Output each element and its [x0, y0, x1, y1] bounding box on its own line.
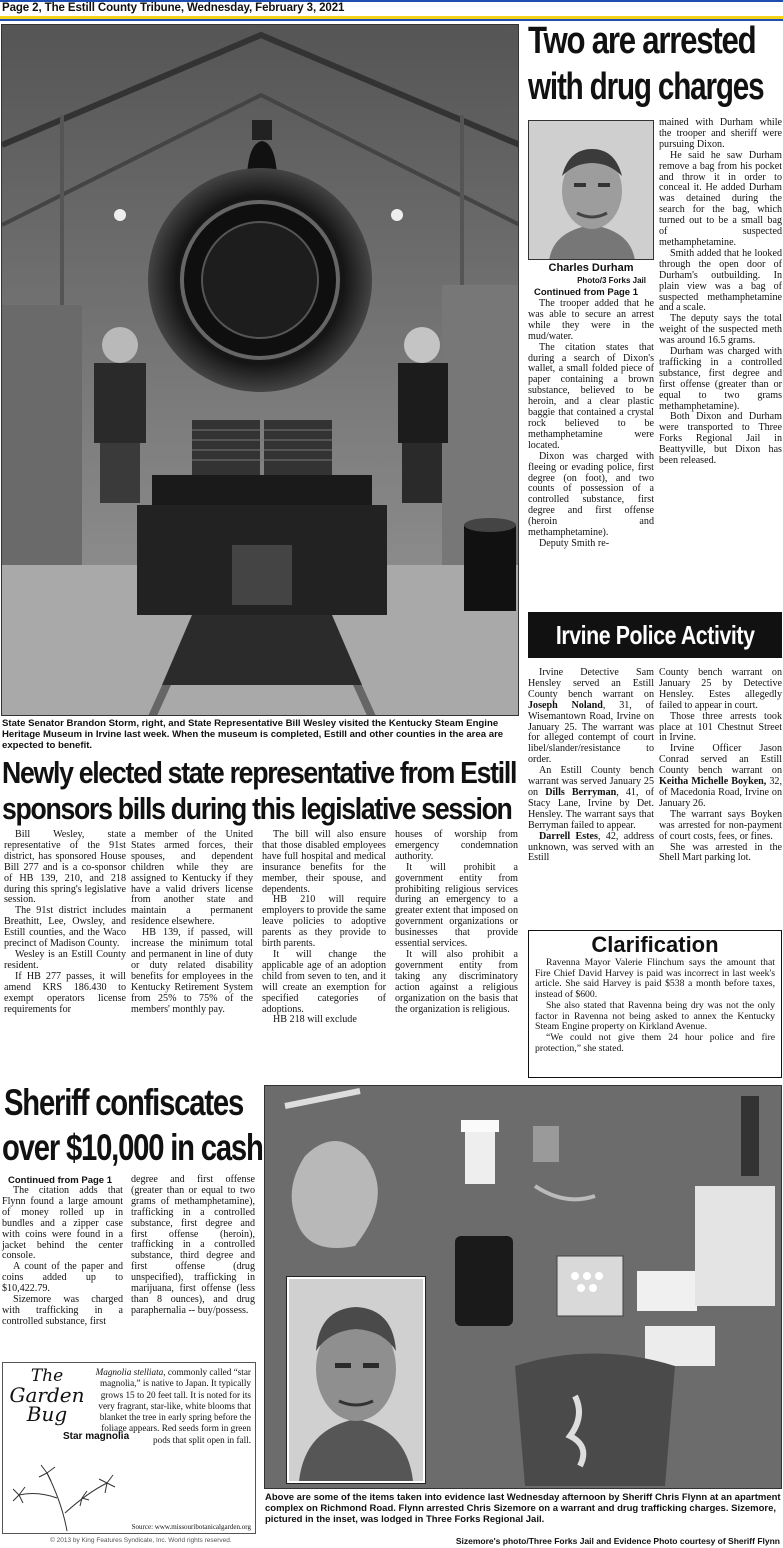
arrest-col2-p6: Both Dixon and Durham were transported to Three Forks Regional Jail in Beattyville, but Dixon has been released. — [659, 411, 782, 467]
police-col2-p3-text: Irvine Officer Jason Conrad served an Estill County bench warrant on — [659, 743, 782, 777]
bills-col4-p2: It will prohibit a government entity from prohibiting religious services during an emergency to a greater extent that imposed on government organizations or businesses that provide essential services. — [395, 861, 518, 950]
police-banner — [528, 612, 782, 658]
sheriff-col1-p3: Sizemore was charged with trafficking in a controlled substance, first — [2, 1294, 123, 1327]
page-folio: Page 2, The Estill County Tribune, Wednesday, February 3, 2021 — [2, 2, 345, 14]
clarification-p2: She also stated that Ravenna being dry was not the only factor in Ravenna not being asked to annex the Kentucky Steam Engine property on Kirkland Avenue. — [535, 999, 775, 1033]
bills-col3-p1: The bill will also ensure that those disabled employees have full hospital and medical insurance benefits for the member, their spouse, and dependents. — [262, 829, 386, 895]
bills-column-1 — [4, 830, 126, 1015]
police-col2-p3-rest: 32, of Macedonia Road, Irvine on January 26. — [659, 776, 782, 809]
clarification-p1: Ravenna Mayor Valerie Flinchum says the amount that Fire Chief David Harvey is paid was incorrect in last week's article. She said Harvey is paid $538 a month before taxes, instead of $600. — [535, 957, 775, 1001]
sheriff-continued: Continued from Page 1 — [8, 1175, 112, 1186]
garden-bug-description: , commonly called “star magnolia,” is native to Japan. It typically grows 15 to 20 feet tall. It is noted for its very fragrant, star-like, white blooms that blanket the tree in early spring before the foliage appears. Red seeds form in green pods that split open in fall. — [98, 1367, 251, 1445]
arrest-col1-p1: The trooper added that he was able to secure an arrest while they were in the mud/water. — [528, 298, 654, 342]
bills-headline-line1: Newly elected state representative from Estill — [2, 755, 517, 790]
sheriff-col1-p1: The citation adds that Flynn found a large amount of money rolled up in bundles and a zipper case with coins were found in a jacket behind the center console. — [2, 1185, 123, 1262]
sheriff-col1-p2: A count of the paper and coins added up to $10,422.79. — [2, 1261, 123, 1295]
durham-mugshot — [528, 120, 654, 260]
police-p1-text: Irvine Detective Sam Hensley served an Estill County bench warrant on — [528, 667, 654, 700]
train-photo-caption: State Senator Brandon Storm, right, and State Representative Bill Wesley visited the Kentucky Steam Engine Heritage Museum in Irvine last week. When the museum is completed, Estill and other counties in the area are expected to benefit. — [2, 718, 504, 751]
police-p3-rest: , 42, address unknown, was served with an Estill — [528, 830, 654, 864]
clarification-title: Clarification — [591, 932, 719, 957]
sheriff-headline-line2: over $10,000 in cash — [2, 1127, 263, 1168]
arrest-col2-p4: The deputy says the total weight of the suspected meth was around 16.5 grams. — [659, 313, 782, 347]
arrest-col1-p2: The citation states that during a search of Dixon's wallet, a small folded piece of paper containing a brown substance, believed to be heroin, and a clear plastic baggie that contained a crystal rock believed to be methamphetamine were located. — [528, 341, 654, 451]
clarification-p3: “We could not give them 24 hour police and fire protection,” she stated. — [535, 1031, 775, 1054]
steam-engine-image — [2, 25, 519, 716]
garden-bug-logo — [7, 1367, 87, 1424]
arrest-col1-p3: Dixon was charged with fleeing or evading police, first degree (on foot), and two counts of possession of a controlled substance, first degree and first offense (heroin and methamphetamine). — [528, 450, 654, 539]
bills-col4-p1: houses of worship from emergency condemnation authority. — [395, 829, 518, 862]
clarification-box — [528, 930, 782, 1078]
bills-col1-p1: Bill Wesley, state representative of the 91st district, has sponsored House Bill 277 and is a co-sponsor of HB 139, 210, and 218 during this spring's legislative session. — [4, 829, 126, 906]
garden-bug-source: Source: www.missouribotanicalgarden.org — [131, 1523, 251, 1531]
sheriff-headline-line1: Sheriff confiscates — [4, 1082, 244, 1123]
police-col2-p5: She was arrested in the Shell Mart parking lot. — [659, 841, 782, 864]
arrest-col2-p2: He said he saw Durham remove a bag from his pocket and throw it in order to conceal it. He added Durham was detained during the search for the bag, which turned out to be a small bag of suspected methamphetamine. — [659, 149, 782, 248]
garden-bug-plant-label: Star magnolia — [63, 1431, 130, 1442]
garden-bug-box — [2, 1362, 256, 1534]
police-p2-text: An Estill County bench warrant was served January 25 on — [528, 765, 654, 798]
bills-column-4 — [395, 830, 518, 1015]
garden-bug-logo-line3: Bug — [26, 1402, 68, 1426]
durham-mugshot-image — [529, 121, 654, 260]
police-p2-rest: , 41, of Stacy Lane, Irvine by Det. Hensley. The warrant says that Berryman failed to appear. — [528, 786, 654, 831]
bills-col3-p3: It will change the applicable age of an adoption child from seven to ten, and it will create an exemption for specified categories of adoptions. — [262, 948, 386, 1015]
arrest-headline-line1: Two are arrested — [528, 20, 756, 62]
arrest-col1-p4: Deputy Smith re- — [539, 537, 610, 549]
bills-col4-p3: It will also prohibit a government entity from taking any discriminatory action against a religious organization on the basis that the organization is religious. — [395, 948, 518, 1015]
sheriff-column-2 — [131, 1175, 255, 1317]
arrest-col2-p3: Smith added that he looked through the open door of Durham's outbuilding. In plain view was a bag of suspected methamphetamine and a scale. — [659, 247, 782, 314]
police-col2-p4: The warrant says Boyken was arrested for non-payment of court costs, fees, or fines. — [659, 808, 782, 842]
train-photo — [1, 24, 519, 716]
arrest-column-1 — [528, 299, 654, 550]
police-p1-rest: , 31, of Wisemantown Road, Irvine on January 25. The warrant was for alleged contempt of court libel/slander/resistance to order. — [528, 699, 654, 766]
garden-bug-logo-line2: Garden — [9, 1383, 85, 1407]
police-col2-p3-name: Keitha Michelle Boyken, — [659, 776, 767, 788]
arrest-headline-line2: with drug charges — [528, 66, 764, 108]
magnolia-illustration — [7, 1443, 127, 1533]
bills-col1-p4: If HB 277 passes, it will amend KRS 186.430 to exempt operators license requirements for — [4, 970, 126, 1015]
police-column-1 — [528, 668, 654, 864]
bills-col2-p1: a member of the United States armed forces, their spouses, and dependent children while they are assigned to Kentucky if they have a valid drivers license from another state and maintain a permanent residence elsewhere. — [131, 829, 253, 928]
clarification-body — [535, 958, 775, 1054]
bills-col3-p4: HB 218 will exclude — [273, 1014, 357, 1026]
durham-mug-credit: Photo/3 Forks Jail — [577, 276, 646, 285]
arrest-col2-p5: Durham was charged with trafficking in a controlled substance, first degree and first offense (greater than or equal to two grams methamphetamine). — [659, 346, 782, 412]
durham-mug-name: Charles Durham — [548, 262, 634, 274]
police-col2-p1: County bench warrant on January 25 by Detective Hensley. Estes allegedly failed to appear in court. — [659, 667, 782, 711]
evidence-photo-caption: Above are some of the items taken into evidence last Wednesday afternoon by Sheriff Chris Flynn at an apartment complex on Richmond Road. Flynn arrested Chris Sizemore on a warrant and drug trafficking charges. Sizemore, pictured in the inset, was lodged in Three Forks Regional Jail. — [265, 1492, 781, 1525]
police-banner-title: Irvine Police Activity — [555, 620, 755, 650]
police-p2-name: Dills Berryman — [545, 786, 617, 798]
police-p3-name: Darrell Estes — [539, 830, 598, 842]
garden-bug-text — [95, 1367, 251, 1446]
garden-bug-latin-name: Magnolia stelliata — [95, 1367, 164, 1377]
police-p1-name: Joseph Noland — [528, 699, 603, 711]
bills-column-3 — [262, 830, 386, 1026]
arrest-column-2 — [659, 118, 782, 467]
bills-col3-p2: HB 210 will require employers to provide the same leave policies to adoptive parents as they provide to birth parents. — [262, 894, 386, 950]
garden-bug-copyright: © 2013 by King Features Syndicate, Inc. World rights reserved. — [50, 1537, 232, 1544]
bills-column-2 — [131, 830, 253, 1015]
bills-col1-p3: Wesley is an Estill County resident. — [4, 948, 126, 971]
sizemore-mugshot-image — [289, 1279, 423, 1481]
sheriff-col2-p1: degree and first offense (greater than or equal to two grams of methamphetamine), trafficking in a controlled substance, first degree and first offense (heroin), trafficking in a controlled substance, third degree and first offense (drug unspecified), trafficking in marijuana, first offense (less than 8 ounces), and drug paraphernalia -- buy/possess. — [131, 1174, 255, 1316]
sizemore-inset-photo — [287, 1277, 425, 1483]
police-column-2 — [659, 668, 782, 864]
bills-col1-p2: The 91st district includes Breathitt, Lee, Owsley, and Estill counties, and the Waco precinct of Madison County. — [4, 905, 126, 950]
sheriff-column-1 — [2, 1186, 123, 1328]
arrest-col2-p1: mained with Durham while the trooper and sheriff were pursuing Dixon. — [659, 117, 782, 150]
bills-col2-p2: HB 139, if passed, will increase the minimum total and permanent in line of duty or duty related disability benefits for employees in the Kentucky Retirement System from 25% to 75% of the members' monthly pay. — [131, 927, 253, 1015]
police-col2-p2: Those three arrests took place at 101 Chestnut Street in Irvine. — [659, 710, 782, 744]
bills-headline-line2: sponsors bills during this legislative session — [2, 791, 512, 826]
arrest-continued: Continued from Page 1 — [534, 287, 638, 298]
garden-bug-logo-line1: The — [30, 1366, 64, 1386]
evidence-photo-credit: Sizemore's photo/Three Forks Jail and Evidence Photo courtesy of Sheriff Flynn — [455, 1536, 780, 1546]
